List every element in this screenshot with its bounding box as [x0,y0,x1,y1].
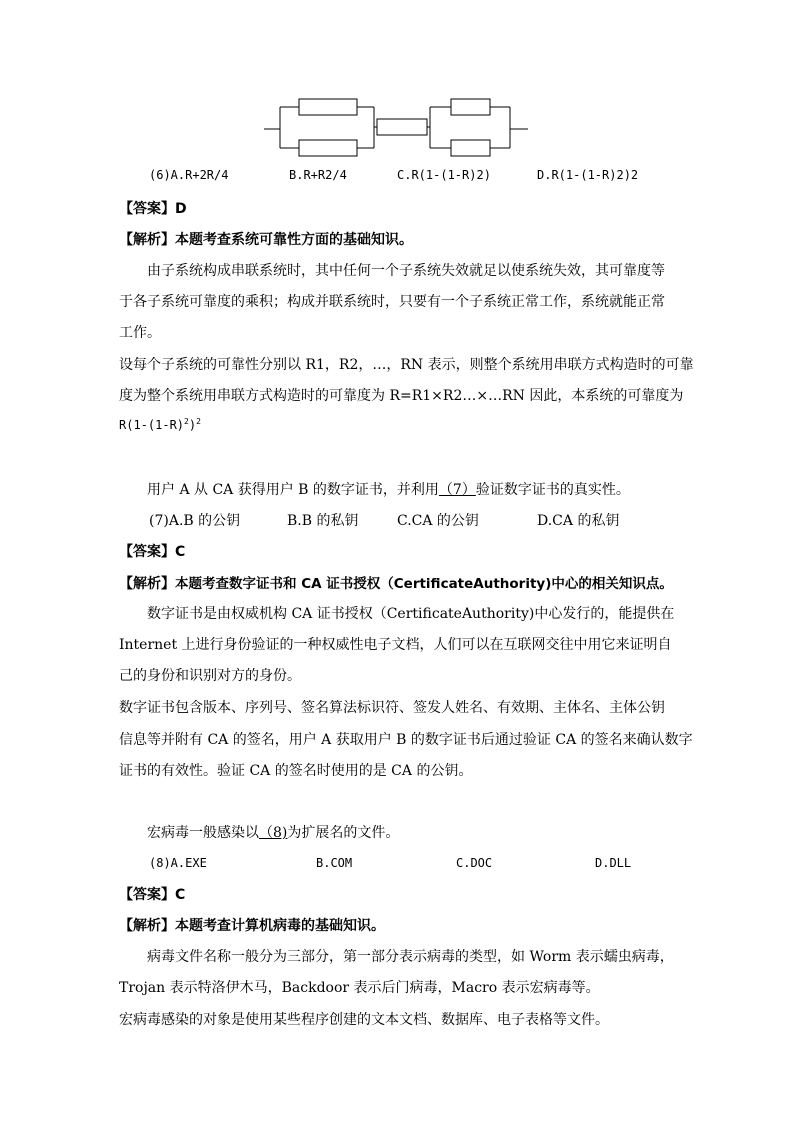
stem-text: 用户 A 从 CA 获得用户 B 的数字证书，并利用 [147,482,439,498]
formula-exponent: 2 [196,417,201,426]
paragraph-line: 证书的有效性。验证 CA 的签名时使用的是 CA 的公钥。 [119,763,473,779]
option-8d: D.DLL [595,856,632,870]
formula [119,417,201,432]
answer-tag: 【答案】 [119,887,175,903]
diagram-block [451,140,490,156]
answer-tag: 【答案】 [119,201,175,217]
option-8b: B.COM [316,856,353,870]
answer-8 [119,884,185,904]
stem-blank: （7） [438,482,476,498]
diagram-block [377,119,427,135]
stem-text: 为扩展名的文件。 [287,825,400,841]
paragraph-line: 信息等并附有 CA 的签名，用户 A 获取用户 B 的数字证书后通过验证 CA 的签名来确认数字 [119,732,693,748]
paragraph-line: 己的身份和识别对方的身份。 [119,668,301,684]
answer-tag: 【答案】 [119,544,175,560]
answer-value: C [175,887,186,903]
option-6c: C.R(1-(1-R)2) [397,168,491,182]
answer-value: D [175,201,187,217]
paragraph-line: 度为整个系统用串联方式构造时的可靠度为 R=R1×R2…×…RN 因此，本系统的可靠度为 [119,388,684,404]
reliability-block-diagram [262,96,532,158]
answer-7 [119,541,185,561]
answer-value: C [175,544,186,560]
paragraph-line: 于各子系统可靠度的乘积；构成并联系统时，只要有一个子系统正常工作，系统就能正常 [119,294,665,310]
option-8a: (8)A.EXE [149,856,207,870]
stem-text: 宏病毒一般感染以 [147,825,259,841]
paragraph-line: 工作。 [119,325,161,341]
diagram-block [451,99,490,115]
option-6b: B.R+R2/4 [289,168,347,182]
paragraph-line: 数字证书包含版本、序列号、签名算法标识符、签发人姓名、有效期、主体名、主体公钥 [119,700,665,716]
analysis-tag: 【解析】 [119,576,175,592]
paragraph-line: 病毒文件名称一般分为三部分，第一部分表示病毒的类型，如 Worm 表示蠕虫病毒， [147,949,674,965]
option-7d: D.CA 的私钥 [537,513,620,529]
analysis-title: 本题考查数字证书和 CA 证书授权（CertificateAuthority)中心的相关知识点。 [175,576,673,592]
option-8c: C.DOC [456,856,493,870]
stem-text: 验证数字证书的真实性。 [475,482,630,498]
option-7a: (7)A.B 的公钥 [149,513,241,529]
stem-blank: （8) [259,825,288,841]
question-8-stem [147,822,399,842]
option-6d: D.R(1-(1-R)2)2 [537,168,639,182]
analysis-6 [119,229,413,249]
option-6a: (6)A.R+2R/4 [149,168,229,182]
analysis-title: 本题考查计算机病毒的基础知识。 [175,918,385,934]
analysis-tag: 【解析】 [119,918,175,934]
analysis-tag: 【解析】 [119,232,175,248]
analysis-title: 本题考查系统可靠性方面的基础知识。 [175,232,413,248]
formula-part: ) [188,418,197,432]
paragraph-line: 由子系统构成串联系统时，其中任何一个子系统失效就足以使系统失效，其可靠度等 [147,263,665,279]
formula-part: R(1-(1-R) [119,418,185,432]
diagram-block [299,140,357,156]
paragraph-line: 设每个子系统的可靠性分别以 R1，R2，…，RN 表示，则整个系统用串联方式构造时的可靠 [119,357,694,373]
analysis-8 [119,915,385,935]
analysis-7 [119,572,673,593]
option-7b: B.B 的私钥 [287,513,359,529]
paragraph-line: 数字证书是由权威机构 CA 证书授权（CertificateAuthority)中心发行的，能提供在 [147,606,675,622]
answer-6 [119,198,187,218]
paragraph-line: 宏病毒感染的对象是使用某些程序创建的文本文档、数据库、电子表格等文件。 [119,1012,609,1028]
diagram-block [299,99,357,115]
formula-exponent: 2 [184,417,189,426]
option-7c: C.CA 的公钥 [397,513,479,529]
paragraph-line: Internet 上进行身份验证的一种权威性电子文档，人们可以在互联网交往中用它来证明自 [119,637,672,653]
paragraph-line: Trojan 表示特洛伊木马，Backdoor 表示后门病毒，Macro 表示宏病毒等。 [119,980,600,996]
question-7-stem [147,479,630,499]
